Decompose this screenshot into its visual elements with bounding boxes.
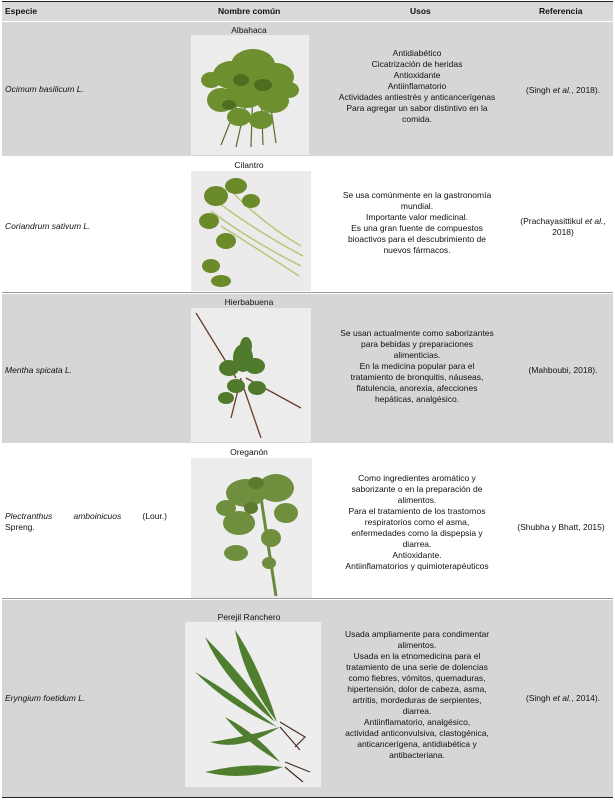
reference: (Singh et al., 2018).	[525, 85, 601, 95]
culantro-plant-image	[185, 622, 321, 787]
uses-list: Se usa comúnmente en la gastronomía mundial. Importante valor medicinal. Es una gran fuente de compuestos bioactivos para el descubrimiento de nuevos fármacos.	[342, 190, 492, 255]
table-row	[2, 599, 613, 797]
uses-list: Antidiabético Cicatrización de heridas Antioxidante Antiinflamatorio Actividades antiestrés y anticancerígenas Para agregar un sabor distintivo en la comida.	[338, 48, 496, 124]
plant-uses-table	[2, 1, 613, 798]
header-especie: Especie	[5, 6, 38, 16]
basil-plant-image	[191, 35, 309, 155]
table-row	[2, 21, 613, 156]
uses-list: Usada ampliamente para condimentar alimentos. Usada en la etnomedicina para el tratamiento de una serie de dolencias como fiebres, vómitos, quemaduras, hipertensión, dolor de cabeza, asma, artritis, mordeduras de serpientes, diarrea. Antiinflamatorio, analgésico, actividad anticonvulsiva, clastogénica, anticancerígena, antidiabética y antibacteriana.	[344, 629, 490, 760]
oregano-plant-image	[191, 458, 312, 598]
table-row	[2, 293, 613, 443]
common-name: Cilantro	[234, 160, 264, 170]
common-name: Albahaca	[231, 25, 267, 35]
common-name: Hierbabuena	[224, 297, 274, 307]
mint-plant-image	[191, 308, 311, 442]
reference: (Mahboubi, 2018).	[528, 365, 598, 375]
species-name: Coriandrum sativum L.	[5, 221, 91, 231]
species-name: Mentha spicata L.	[5, 365, 73, 375]
reference: (Shubha y Bhatt, 2015)	[517, 522, 605, 532]
reference: (Prachayasittikul et al., 2018)	[520, 216, 606, 237]
table-row	[2, 156, 613, 293]
species-name: Eryngium foetidum L.	[5, 693, 86, 703]
uses-list: Se usan actualmente como saborizantes para bebidas y preparaciones alimenticias. En la medicina popular para el tratamiento de bronquitis, náuseas, flatulencia, anorexia, afecciones hepáticas, analgésico.	[340, 328, 494, 404]
uses-list: Como ingredientes aromático y saborizante o en la preparación de alimentos. Para el tratamiento de los trastornos respiratorios como el asma, enfermedades como la dispepsia y diarrea. Antioxidante. Antiinflamatorios y quimioterapéuticos	[345, 473, 489, 571]
header-referencia: Referencia	[539, 6, 583, 16]
table-header	[2, 2, 613, 22]
species-name: Plectranthus amboinicuos (Lour.) Spreng.	[5, 511, 167, 532]
common-name: Oreganón	[230, 447, 268, 457]
common-name: Perejil Ranchero	[217, 612, 281, 622]
table-row	[2, 443, 613, 599]
header-usos: Usos	[410, 6, 431, 16]
header-nombre: Nombre común	[218, 6, 281, 16]
cilantro-plant-image	[191, 171, 311, 291]
reference: (Singh et al., 2014).	[525, 693, 601, 703]
species-name: Ocimum basilicum L.	[5, 84, 84, 94]
